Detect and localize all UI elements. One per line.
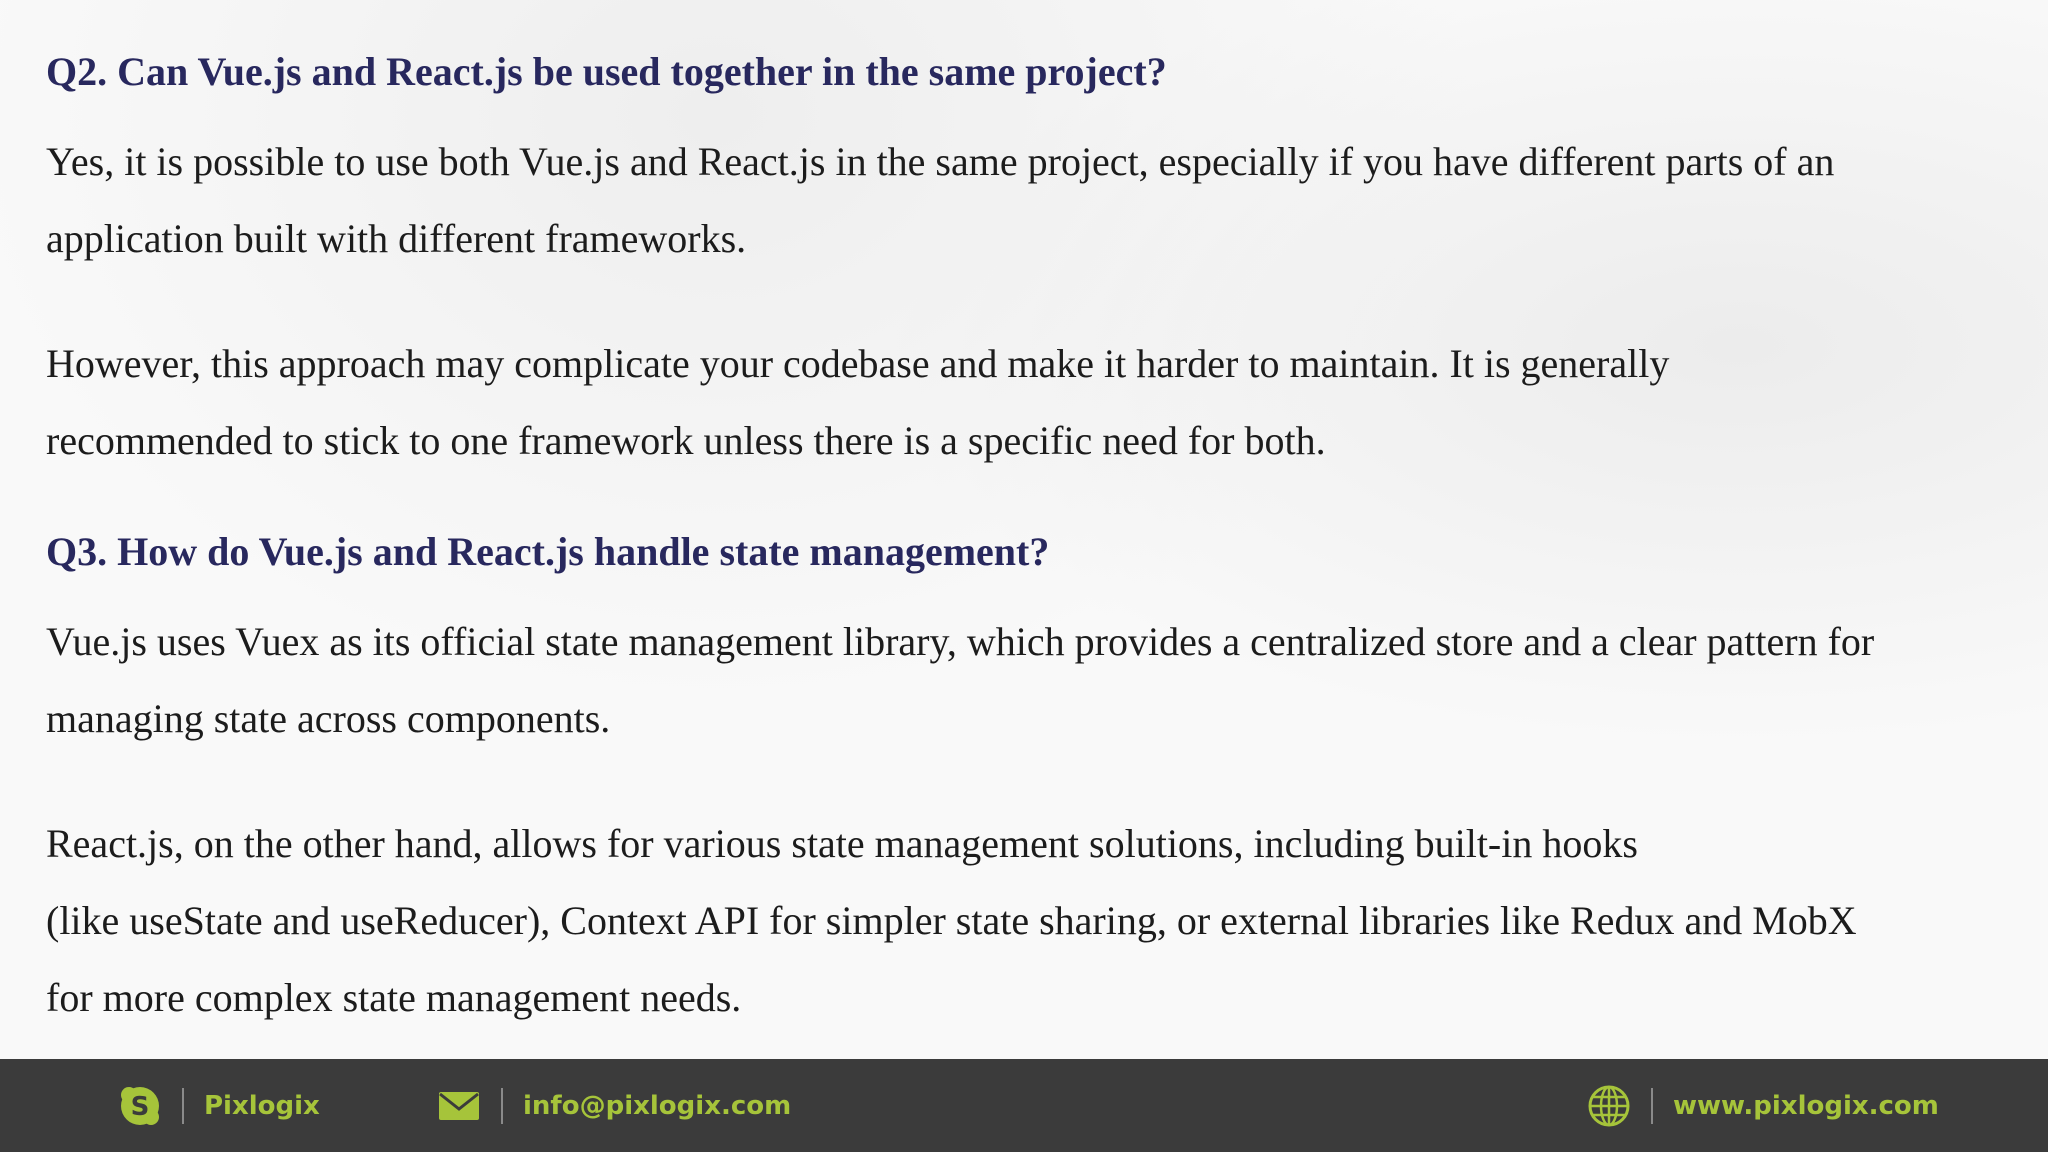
answer-line: for more complex state management needs. bbox=[46, 975, 742, 1020]
footer-website-label: www.pixlogix.com bbox=[1673, 1090, 1939, 1121]
footer-email-link[interactable] bbox=[437, 1059, 791, 1152]
answer-line: Vue.js uses Vuex as its official state management library, which provides a centralized store and a clear pattern for bbox=[46, 619, 1875, 664]
footer-bar bbox=[0, 1059, 2048, 1152]
answer-line: React.js, on the other hand, allows for various state management solutions, including built-in hooks bbox=[46, 821, 1638, 866]
footer-email-label: info@pixlogix.com bbox=[523, 1090, 792, 1121]
answer-q2-paragraph-1 bbox=[46, 123, 2026, 277]
answer-q3-paragraph-1 bbox=[46, 603, 2026, 757]
envelope-icon bbox=[437, 1084, 481, 1128]
faq-content bbox=[46, 36, 2026, 1036]
answer-line: However, this approach may complicate your codebase and make it harder to maintain. It is generally bbox=[46, 341, 1670, 386]
answer-q2-paragraph-2 bbox=[46, 325, 2026, 479]
answer-q3-paragraph-2 bbox=[46, 805, 2026, 1036]
footer-separator bbox=[182, 1088, 184, 1124]
footer-skype-label: Pixlogix bbox=[204, 1090, 320, 1121]
answer-line: application built with different frameworks. bbox=[46, 216, 747, 261]
footer-website-link[interactable] bbox=[1587, 1059, 1939, 1152]
question-q2: Q2. Can Vue.js and React.js be used together in the same project? bbox=[46, 49, 1167, 94]
question-q3: Q3. How do Vue.js and React.js handle state management? bbox=[46, 529, 1050, 574]
answer-line: managing state across components. bbox=[46, 696, 611, 741]
footer-skype-link[interactable] bbox=[118, 1059, 320, 1152]
answer-line: Yes, it is possible to use both Vue.js and React.js in the same project, especially if you have different parts of an bbox=[46, 139, 1835, 184]
answer-line: (like useState and useReducer), Context API for simpler state sharing, or external libraries like Redux and MobX bbox=[46, 898, 1857, 943]
answer-line: recommended to stick to one framework unless there is a specific need for both. bbox=[46, 418, 1326, 463]
footer-separator bbox=[1651, 1088, 1653, 1124]
svg-text:S: S bbox=[130, 1091, 150, 1122]
skype-icon bbox=[118, 1084, 162, 1128]
globe-icon bbox=[1587, 1084, 1631, 1128]
footer-separator bbox=[501, 1088, 503, 1124]
